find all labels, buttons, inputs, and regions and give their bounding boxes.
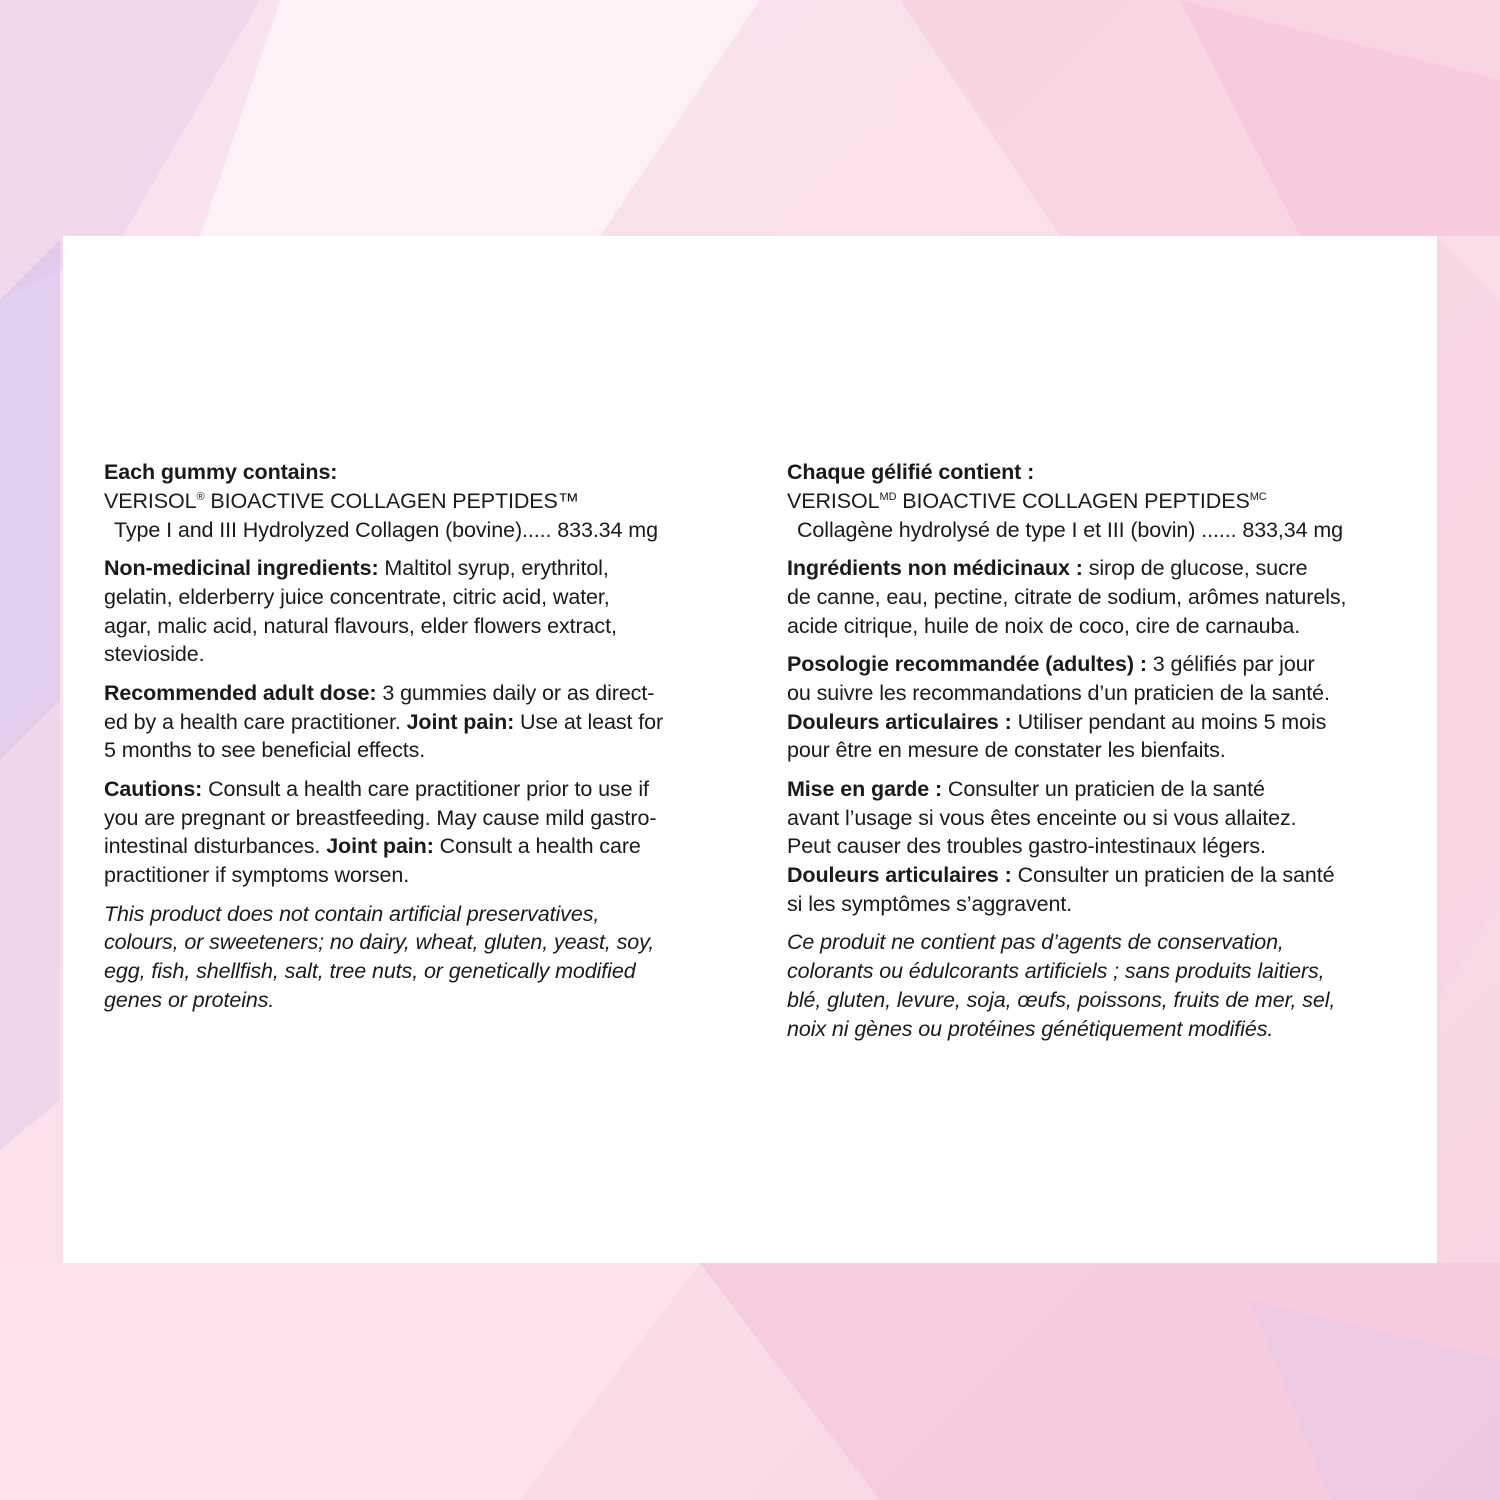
fr-dose-line3 [787,708,1417,737]
en-brand: VERISOL [104,488,197,513]
fr-dose-line4: pour être en mesure de constater les bienfaits. [787,738,1226,763]
fr-heading: Chaque gélifié contient : [787,460,1035,484]
fr-nmi-line2: de canne, eau, pectine, citrate de sodium, arômes naturels, [787,584,1347,609]
en-dose-line1 [104,679,744,708]
en-dose-text2-end: Use at least for [514,709,664,734]
en-cautions-text1: Consult a health care practitioner prior to use if [202,776,649,801]
en-dose-line3: 5 months to see beneficial effects. [104,738,426,763]
en-cautions-label: Cautions: [104,776,203,801]
en-cautions-joint-label: Joint pain: [326,834,434,859]
english-column [104,458,744,1015]
en-ingredient: Type I and III Hydrolyzed Collagen (bovine)..... 833.34 mg [114,517,658,542]
en-nmi-line1 [104,554,744,583]
en-free-line1: This product does not contain artificial preservatives, [104,901,600,926]
fr-cautions-text4-end: Consulter un praticien de la santé [1011,863,1335,888]
fr-cautions-joint-label: Douleurs articulaires : [787,863,1012,888]
fr-brand-rest-mark: MC [1249,490,1267,503]
en-nmi-text1: Maltitol syrup, erythritol, [378,555,609,580]
fr-brand-mark: MD [879,490,897,503]
en-dose-line2 [104,708,744,737]
en-cautions-text3-end: Consult a health care [433,834,641,859]
en-dose-text1: 3 gummies daily or as direct- [376,680,655,705]
fr-dose-line1 [787,650,1417,679]
en-dose-joint-label: Joint pain: [406,709,515,734]
fr-cautions-line4 [787,861,1417,890]
fr-dose-label: Posologie recommandée (adultes) : [787,651,1147,676]
fr-nmi-line1 [787,554,1417,583]
en-free-line3: egg, fish, shellfish, salt, tree nuts, or genetically modified [104,959,636,984]
en-cautions-line3 [104,832,744,861]
fr-cautions-line5: si les symptômes s’aggravent. [787,891,1073,916]
fr-cautions-label: Mise en garde : [787,776,943,801]
fr-cautions-text1: Consulter un praticien de la santé [942,776,1265,801]
en-free-line2: colours, or sweeteners; no dairy, wheat, gluten, yeast, soy, [104,930,655,955]
fr-dose-joint-label: Douleurs articulaires : [787,709,1012,734]
french-column [787,458,1417,1044]
fr-dose-text3-end: Utiliser pendant au moins 5 mois [1011,709,1327,734]
fr-dose-line2: ou suivre les recommandations d’un praticien de la santé. [787,680,1330,705]
en-cautions-text3: intestinal disturbances. [104,834,327,859]
en-heading: Each gummy contains: [104,460,338,484]
fr-ingredient: Collagène hydrolysé de type I et III (bovin) ...... 833,34 mg [797,517,1344,542]
fr-nmi-text1: sirop de glucose, sucre [1082,555,1308,580]
en-cautions-line1 [104,775,744,804]
fr-brand-rest: BIOACTIVE COLLAGEN PEPTIDES [896,488,1250,513]
en-dose-label: Recommended adult dose: [104,680,377,705]
fr-nmi-label: Ingrédients non médicinaux : [787,555,1083,580]
en-brand-line [104,487,744,516]
en-nmi-label: Non-medicinal ingredients: [104,555,379,580]
en-cautions-line2: you are pregnant or breastfeeding. May cause mild gastro- [104,805,657,830]
en-nmi-line4: stevioside. [104,642,205,667]
label-panel [63,236,1437,1263]
fr-cautions-line2: avant l’usage si vous êtes enceinte ou si vous allaitez. [787,805,1297,830]
en-brand-rest: BIOACTIVE COLLAGEN PEPTIDES™ [204,488,580,513]
fr-brand-line [787,487,1417,516]
fr-dose-text1: 3 gélifiés par jour [1146,651,1315,676]
fr-nmi-line3: acide citrique, huile de noix de coco, cire de carnauba. [787,613,1301,638]
en-free-line4: genes or proteins. [104,987,275,1012]
fr-brand: VERISOL [787,488,880,513]
en-brand-mark: ® [196,490,205,503]
fr-free-line1: Ce produit ne contient pas d’agents de conservation, [787,930,1284,955]
en-dose-text2: ed by a health care practitioner. [104,709,407,734]
en-cautions-line4: practitioner if symptoms worsen. [104,863,410,888]
fr-free-line2: colorants ou édulcorants artificiels ; sans produits laitiers, [787,959,1325,984]
fr-free-line4: noix ni gènes ou protéines génétiquement modifiés. [787,1016,1274,1041]
en-nmi-line2: gelatin, elderberry juice concentrate, citric acid, water, [104,584,610,609]
fr-cautions-line3: Peut causer des troubles gastro-intestinaux légers. [787,834,1266,859]
fr-cautions-line1 [787,775,1417,804]
fr-free-line3: blé, gluten, levure, soja, œufs, poissons, fruits de mer, sel, [787,987,1336,1012]
en-nmi-line3: agar, malic acid, natural flavours, elder flowers extract, [104,613,617,638]
